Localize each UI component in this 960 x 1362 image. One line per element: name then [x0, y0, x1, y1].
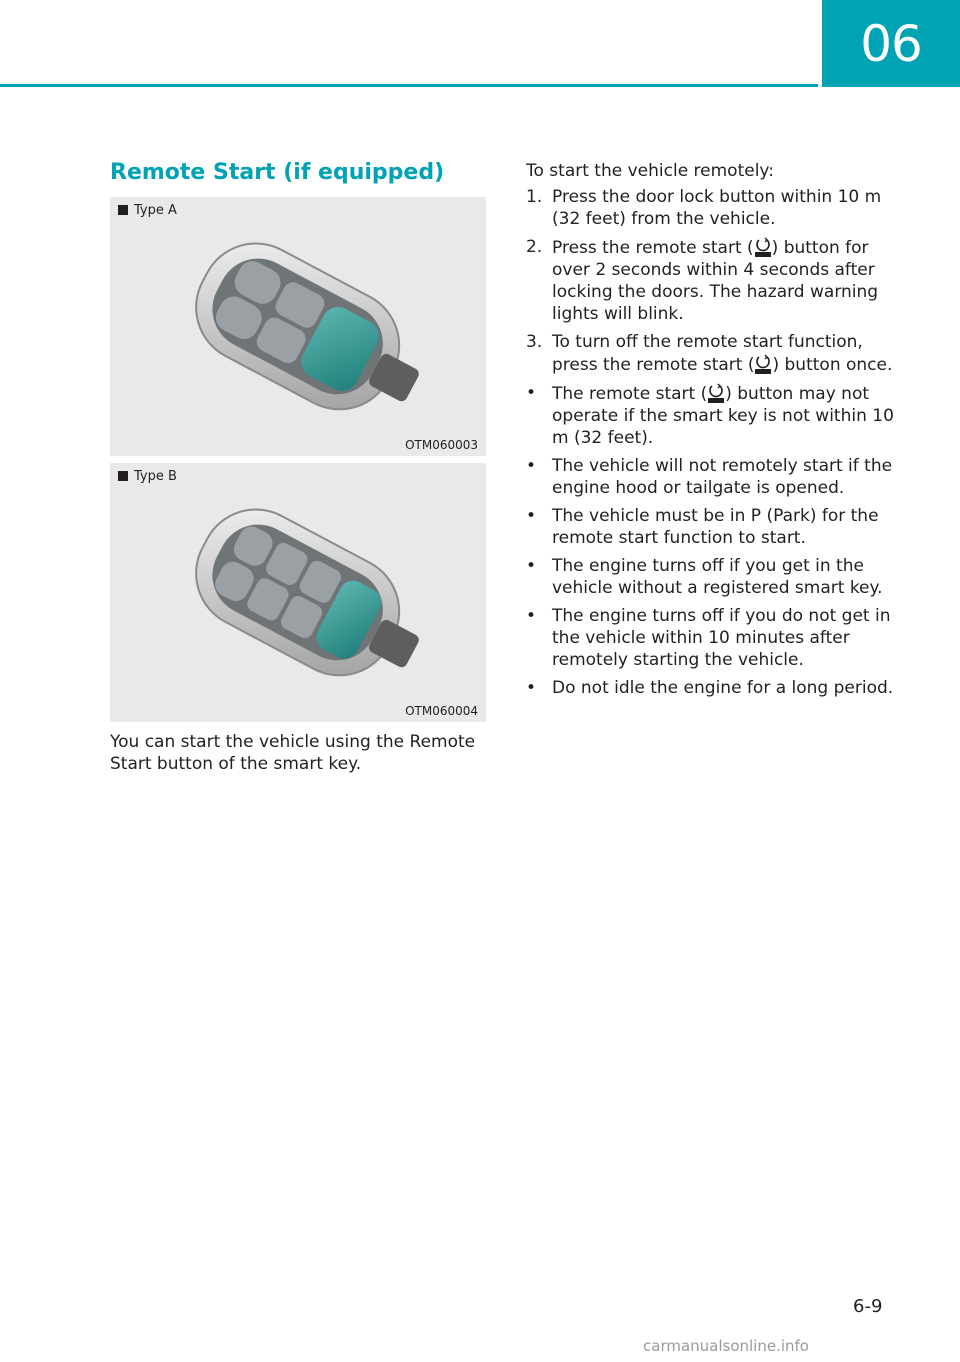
note-text: Do not idle the engine for a long period.: [552, 678, 894, 698]
smart-key-type-a-illustration: [110, 197, 486, 456]
figure-label-text: Type A: [134, 203, 177, 218]
step-text-after: ) button once.: [772, 355, 893, 375]
figure-type-b: [110, 463, 486, 722]
bullet-icon: •: [526, 556, 537, 576]
figure-code: OTM060004: [405, 704, 478, 718]
note-item: [526, 605, 906, 671]
chapter-tab: [822, 0, 960, 87]
page-number: 6-9: [853, 1296, 883, 1317]
step-text: Press the door lock button within 10 m (32 feet) from the vehicle.: [552, 187, 882, 229]
figure-type-a: [110, 197, 486, 456]
remote-start-hold-icon: [754, 353, 772, 375]
note-item: [526, 455, 906, 499]
note-text: The vehicle must be in P (Park) for the remote start function to start.: [552, 506, 879, 548]
procedure-column: [526, 160, 906, 705]
note-text: The engine turns off if you get in the vehicle without a registered smart key.: [552, 556, 883, 598]
square-bullet-icon: [118, 205, 128, 215]
step-item: [526, 186, 906, 230]
chapter-number: 06: [860, 14, 922, 73]
intro-paragraph: You can start the vehicle using the Remote Start button of the smart key.: [110, 732, 476, 774]
step-item: [526, 236, 906, 325]
step-number: 2.: [526, 237, 543, 257]
square-bullet-icon: [118, 471, 128, 481]
note-text: The engine turns off if you do not get in the vehicle within 10 minutes after remotely starting the vehicle.: [552, 606, 891, 670]
note-text-before: The remote start (: [552, 384, 708, 404]
note-item: [526, 677, 906, 699]
note-item: [526, 382, 906, 449]
step-item: [526, 331, 906, 376]
figure-label: [118, 203, 177, 218]
procedure-steps: [526, 186, 906, 376]
procedure-lead: To start the vehicle remotely:: [526, 161, 774, 181]
note-item: [526, 505, 906, 549]
figure-label-text: Type B: [134, 469, 177, 484]
figure-label: [118, 469, 177, 484]
bullet-icon: •: [526, 606, 537, 626]
header-rule: [0, 84, 818, 87]
section-title: Remote Start (if equipped): [110, 160, 445, 185]
bullet-icon: •: [526, 506, 537, 526]
step-text-before: To turn off the remote start function, press the remote start (: [552, 332, 863, 375]
step-text-before: Press the remote start (: [552, 238, 754, 258]
watermark: carmanualsonline.info: [643, 1337, 809, 1355]
note-text-after: ) button may not operate if the smart key is not within 10 m (32 feet).: [552, 384, 894, 448]
notes-list: [526, 382, 906, 699]
bullet-icon: •: [526, 456, 537, 476]
bullet-icon: •: [526, 678, 537, 698]
note-item: [526, 555, 906, 599]
smart-key-type-b-illustration: [110, 463, 486, 722]
remote-start-hold-icon: [754, 236, 772, 258]
step-number: 3.: [526, 332, 543, 352]
step-text-after: ) button for over 2 seconds within 4 seconds after locking the doors. The hazard warning lights will blink.: [552, 238, 879, 324]
note-text: The vehicle will not remotely start if the engine hood or tailgate is opened.: [552, 456, 893, 498]
remote-start-hold-icon: [707, 382, 725, 404]
bullet-icon: •: [526, 383, 537, 403]
step-number: 1.: [526, 187, 543, 207]
figure-code: OTM060003: [405, 438, 478, 452]
